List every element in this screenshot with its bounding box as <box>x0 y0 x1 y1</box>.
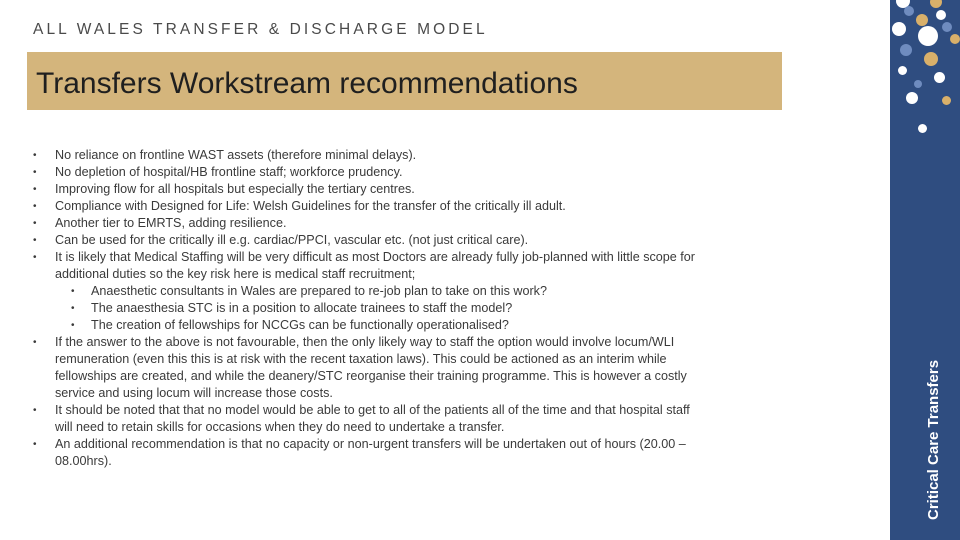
decor-dot <box>892 22 906 36</box>
bullet-item: Compliance with Designed for Life: Welsh Guidelines for the transfer of the critically ill adult. <box>55 199 566 213</box>
decor-dot <box>914 80 922 88</box>
decor-dot <box>950 34 960 44</box>
bullet-dot: • <box>33 184 37 195</box>
sidebar-label: Critical Care Transfers <box>925 359 942 520</box>
bullet-item-continued: service and using locum will increase those costs. <box>55 386 333 400</box>
decor-dot <box>918 124 927 133</box>
decor-dot <box>936 10 946 20</box>
bullet-item-continued: remuneration (even this this is at risk with the recent taxation laws). This could be actioned as an interim while <box>55 352 667 366</box>
sub-bullet-item: Anaesthetic consultants in Wales are prepared to re-job plan to take on this work? <box>91 284 547 298</box>
bullet-dot: • <box>33 337 37 348</box>
sub-bullet-dot: • <box>71 320 75 331</box>
sub-bullet-dot: • <box>71 286 75 297</box>
bullet-item-continued: will need to retain skills for occasions when they do need to undertake a transfer. <box>55 420 505 434</box>
decor-dot <box>916 14 928 26</box>
bullet-dot: • <box>33 150 37 161</box>
bullet-item: Improving flow for all hospitals but especially the tertiary centres. <box>55 182 415 196</box>
bullet-dot: • <box>33 235 37 246</box>
bullet-dot: • <box>33 405 37 416</box>
bullet-item: An additional recommendation is that no capacity or non-urgent transfers will be undertaken out of hours (20.00 – <box>55 437 686 451</box>
bullet-item-continued: fellowships are created, and while the deanery/STC reorganise their training programme. This is however a costly <box>55 369 687 383</box>
bullet-item: If the answer to the above is not favourable, then the only likely way to staff the option would involve locum/WLI <box>55 335 675 349</box>
decor-dot <box>930 0 942 8</box>
bullet-dot: • <box>33 252 37 263</box>
bullet-item-continued: 08.00hrs). <box>55 454 112 468</box>
bullet-dot: • <box>33 167 37 178</box>
sub-bullet-item: The anaesthesia STC is in a position to allocate trainees to staff the model? <box>91 301 513 315</box>
bullet-item: It is likely that Medical Staffing will be very difficult as most Doctors are already fully job-planned with little scope for <box>55 250 695 264</box>
decor-dot <box>942 96 951 105</box>
decor-dot <box>918 26 938 46</box>
sub-bullet-item: The creation of fellowships for NCCGs can be functionally operationalised? <box>91 318 509 332</box>
decor-dot <box>900 44 912 56</box>
bullet-dot: • <box>33 218 37 229</box>
bullet-item: It should be noted that that no model would be able to get to all of the patients all of the time and that hospital staff <box>55 403 690 417</box>
slide-title: Transfers Workstream recommendations <box>36 67 578 100</box>
decor-dot <box>924 52 938 66</box>
bullet-item: Can be used for the critically ill e.g. cardiac/PPCI, vascular etc. (not just critical care). <box>55 233 529 247</box>
decor-dot <box>934 72 945 83</box>
decor-dot <box>904 6 914 16</box>
bullet-item: No depletion of hospital/HB frontline staff; workforce prudency. <box>55 165 403 179</box>
deck-header: ALL WALES TRANSFER & DISCHARGE MODEL <box>33 21 488 38</box>
bullet-item: Another tier to EMRTS, adding resilience. <box>55 216 287 230</box>
bullet-item: No reliance on frontline WAST assets (therefore minimal delays). <box>55 148 417 162</box>
bullet-dot: • <box>33 439 37 450</box>
decor-dot <box>906 92 918 104</box>
bullet-item-continued: additional duties so the key risk here is medical staff recruitment; <box>55 267 416 281</box>
decor-dot <box>898 66 907 75</box>
bullet-dot: • <box>33 201 37 212</box>
sub-bullet-dot: • <box>71 303 75 314</box>
decor-dot <box>942 22 952 32</box>
